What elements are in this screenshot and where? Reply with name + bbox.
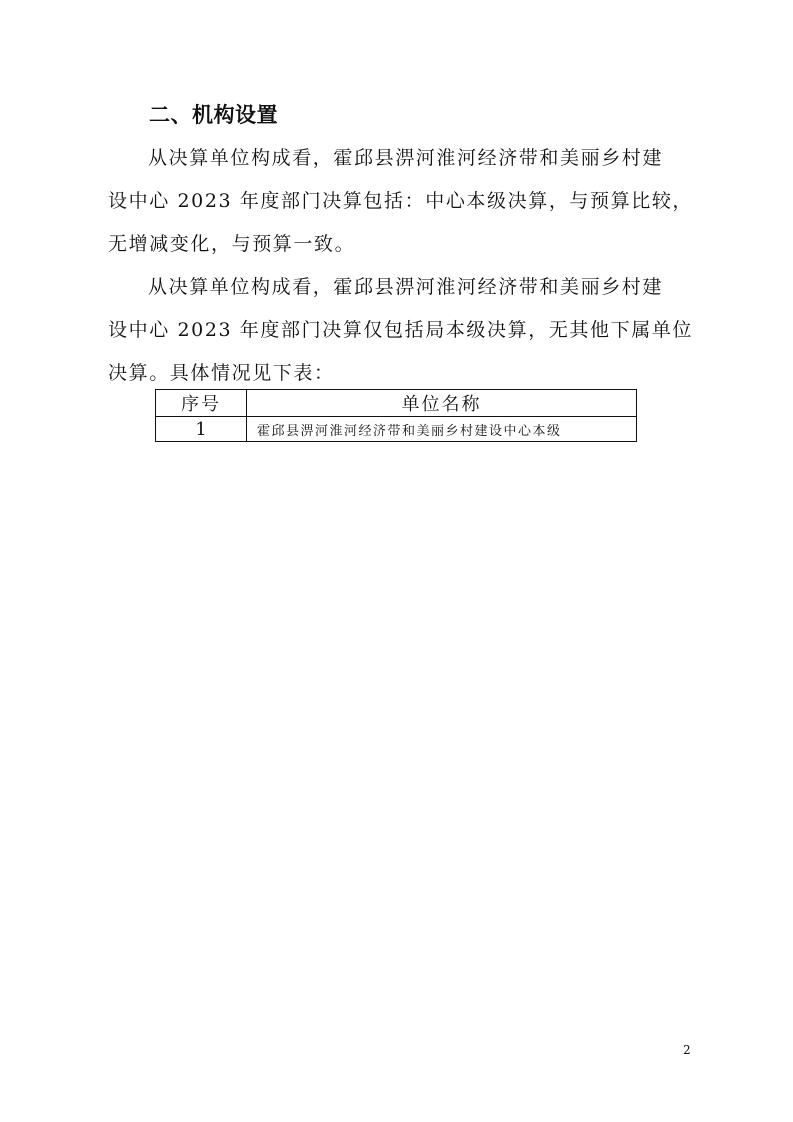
- paragraph-line: 设中心 2023 年度部门决算包括：中心本级决算，与预算比较，: [108, 190, 694, 212]
- table-header-row: [156, 390, 637, 417]
- paragraph-line: 从决算单位构成看，霍邱县淠河淮河经济带和美丽乡村建: [148, 147, 664, 169]
- unit-table: [155, 389, 637, 442]
- table-cell-index: 1: [156, 417, 247, 442]
- column-header-index: 序号: [156, 390, 247, 417]
- table-row: [156, 417, 637, 442]
- page-number: 2: [683, 1043, 691, 1057]
- paragraph-line: 无增减变化，与预算一致。: [108, 233, 356, 255]
- paragraph-line: 决算。具体情况见下表：: [108, 362, 335, 384]
- table-cell-unit-name: 霍邱县淠河淮河经济带和美丽乡村建设中心本级: [247, 417, 637, 442]
- section-heading: 二、机构设置: [149, 103, 278, 127]
- paragraph-line: 从决算单位构成看，霍邱县淠河淮河经济带和美丽乡村建: [148, 276, 664, 298]
- column-header-unit-name: 单位名称: [247, 390, 637, 417]
- paragraph-line: 设中心 2023 年度部门决算仅包括局本级决算，无其他下属单位: [108, 319, 694, 341]
- paragraph-unit-composition: [108, 266, 693, 395]
- paragraph-structure-summary: [108, 137, 693, 266]
